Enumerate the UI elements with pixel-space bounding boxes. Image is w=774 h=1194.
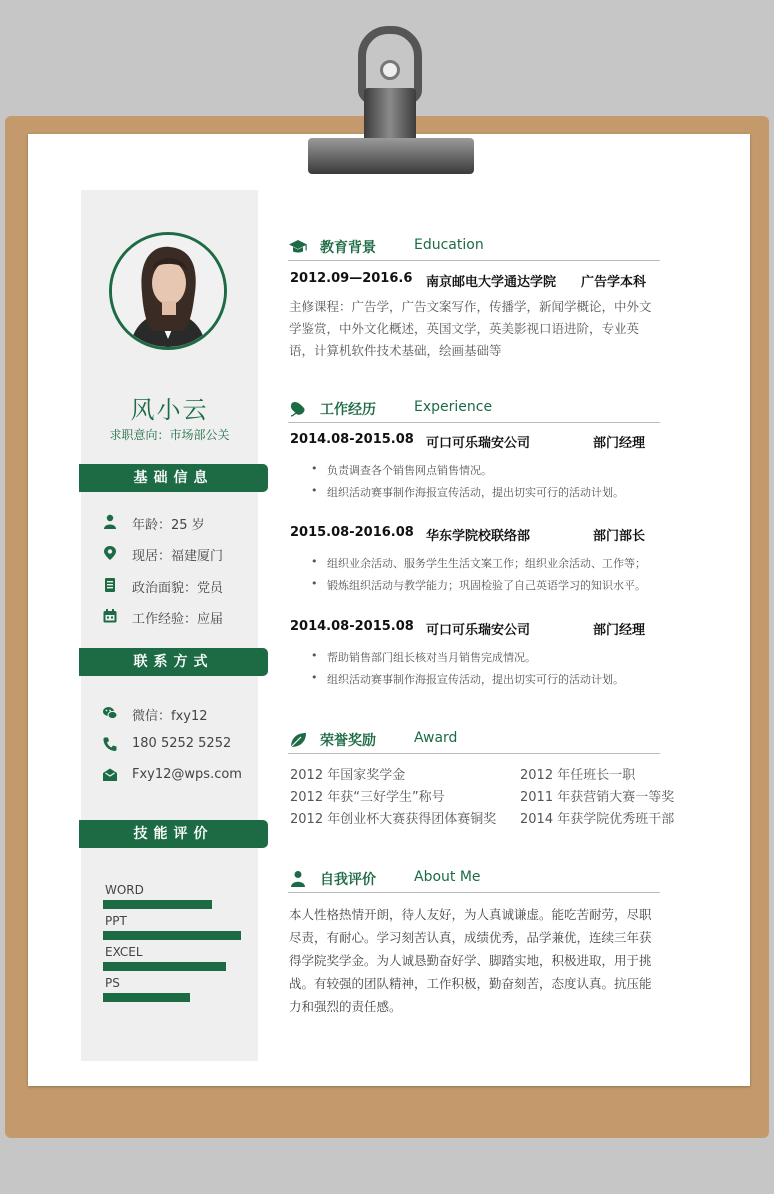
person-icon xyxy=(288,870,308,888)
award-right-1: 2012 年任班长一职 xyxy=(520,768,636,783)
binder-clip-base xyxy=(308,138,474,174)
job-1-company: 可口可乐瑞安公司 xyxy=(426,436,531,451)
job-intent: 求职意向：市场部公关 xyxy=(109,428,230,442)
education-title-cn: 教育背景 xyxy=(320,240,376,256)
awards-heading xyxy=(288,729,660,754)
education-period: 2012.09—2016.6 xyxy=(290,271,413,286)
about-text: 本人性格热情开朗，待人友好，为人真诚谦虚。能吃苦耐劳，尽职尽责，有耐心。学习刻苦认真，成绩优秀，品学兼优，连续三年获得学院奖学金。为人诚恳勤奋好学、脚踏实地，积极进取，用于挑战。有较强的团队精神，工作积极，勤奋刻苦，态度认真。抗压能力和强烈的责任感。 xyxy=(289,907,652,1014)
award-left-3: 2012 年创业杯大赛获得团体赛铜奖 xyxy=(290,812,497,827)
award-left-1: 2012 年国家奖学金 xyxy=(290,768,406,783)
award-left-2: 2012 年获“三好学生”称号 xyxy=(290,790,445,805)
job-3-bullet-2: • 组织活动赛事制作海报宣传活动，提出切实可行的活动计划。 xyxy=(327,671,624,687)
skill-ps-bar xyxy=(103,993,190,1002)
skill-word-label: WORD xyxy=(105,883,144,897)
job-2-company: 华东学院校联络部 xyxy=(426,529,531,544)
phone-icon xyxy=(102,736,118,752)
job-1-period: 2014.08-2015.08 xyxy=(290,432,414,447)
job-1-bullet-2: • 组织活动赛事制作海报宣传活动，提出切实可行的活动计划。 xyxy=(327,484,624,500)
email-icon xyxy=(102,767,118,783)
graduation-cap-icon xyxy=(288,238,308,256)
skill-excel-label: EXCEL xyxy=(105,945,143,959)
skills-heading: 技能评价 xyxy=(79,820,268,848)
job-3-company: 可口可乐瑞安公司 xyxy=(426,623,531,638)
about-title-cn: 自我评价 xyxy=(320,872,376,888)
info-experience-text: 工作经验：应届 xyxy=(132,612,224,627)
skill-excel-bar xyxy=(103,962,226,971)
info-residence-text: 现居：福建厦门 xyxy=(132,549,224,564)
job-2-period: 2015.08-2016.08 xyxy=(290,525,414,540)
job-2-role: 部门部长 xyxy=(593,529,646,544)
experience-title-en: Experience xyxy=(414,399,493,415)
mouse-icon xyxy=(288,400,308,418)
awards-title-cn: 荣誉奖励 xyxy=(320,733,376,749)
award-right-2: 2011 年获营销大赛一等奖 xyxy=(520,790,675,805)
job-1-role: 部门经理 xyxy=(593,436,646,451)
skill-ps-label: PS xyxy=(105,976,120,990)
calendar-icon xyxy=(102,608,118,624)
education-courses: 主修课程：广告学，广告文案写作，传播学，新闻学概论，中外文学鉴赏，中外文化概述，英国文学，英美影视口语进阶，专业英语，计算机软件技术基础，绘画基础等 xyxy=(289,299,652,358)
experience-title-cn: 工作经历 xyxy=(320,402,376,418)
job-3-bullet-1: • 帮助销售部门组长核对当月销售完成情况。 xyxy=(327,649,536,665)
document-icon xyxy=(102,577,118,593)
education-title-en: Education xyxy=(414,237,484,253)
contact-heading: 联系方式 xyxy=(79,648,268,676)
candidate-name: 风小云 xyxy=(130,396,209,424)
leaf-icon xyxy=(288,731,308,749)
avatar xyxy=(109,232,227,350)
education-school: 南京邮电大学通达学院 xyxy=(426,275,557,290)
contact-wechat-text: 微信：fxy12 xyxy=(132,709,208,724)
contact-email-text: Fxy12@wps.com xyxy=(132,767,242,782)
experience-heading xyxy=(288,398,660,423)
job-2-bullet-2: • 锻炼组织活动与教学能力；巩固检验了自己英语学习的知识水平。 xyxy=(327,577,646,593)
info-political-text: 政治面貌：党员 xyxy=(132,581,224,596)
education-heading xyxy=(288,236,660,261)
about-heading xyxy=(288,868,660,893)
location-pin-icon xyxy=(102,545,118,561)
basic-info-heading: 基础信息 xyxy=(79,464,268,492)
skill-ppt-label: PPT xyxy=(105,914,127,928)
skill-ppt-bar xyxy=(103,931,241,940)
contact-phone-text: 180 5252 5252 xyxy=(132,736,232,751)
about-title-en: About Me xyxy=(414,869,481,885)
wechat-icon xyxy=(102,705,118,721)
job-1-bullet-1: • 负责调查各个销售网点销售情况。 xyxy=(327,462,492,478)
education-degree: 广告学本科 xyxy=(581,275,647,290)
job-2-bullet-1: • 组织业余活动、服务学生生活文案工作；组织业余活动、工作等； xyxy=(327,555,646,571)
awards-title-en: Award xyxy=(414,730,458,746)
info-age-text: 年龄：25 岁 xyxy=(132,518,205,533)
job-3-period: 2014.08-2015.08 xyxy=(290,619,414,634)
award-right-3: 2014 年获学院优秀班干部 xyxy=(520,812,675,827)
job-3-role: 部门经理 xyxy=(593,623,646,638)
skill-word-bar xyxy=(103,900,212,909)
person-icon xyxy=(102,514,118,530)
